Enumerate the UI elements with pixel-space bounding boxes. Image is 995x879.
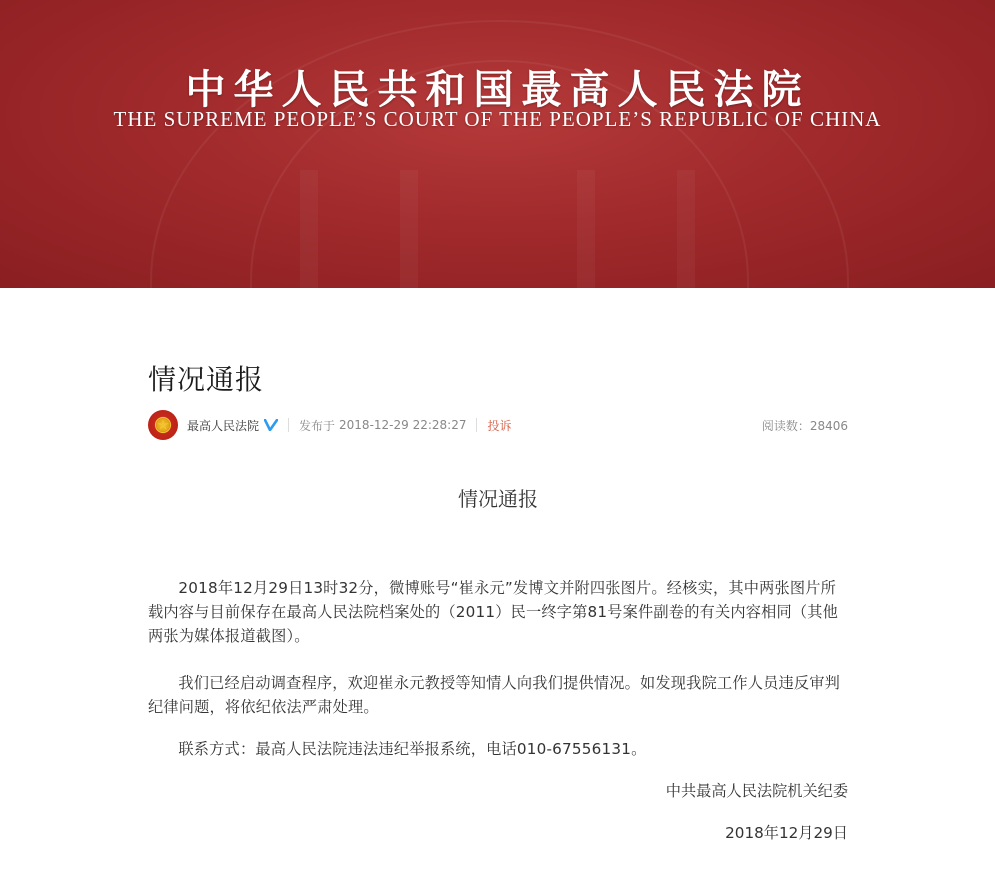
signature: 中共最高人民法院机关纪委	[665, 782, 848, 800]
banner-title-chinese: 中华人民共和国最高人民法院	[185, 66, 810, 113]
header-banner	[0, 0, 995, 288]
emblem-star-icon	[154, 416, 172, 434]
banner-pillar-decoration	[300, 170, 318, 288]
article-title: 情况通报	[148, 363, 265, 396]
document-date: 2018年12月29日	[725, 824, 848, 842]
body-paragraph: 我们已经启动调查程序，欢迎崔永元教授等知情人向我们提供情况。如发现我院工作人员违反审判纪律问题，将依纪依法严肃处理。	[148, 674, 841, 716]
banner-title-english: THE SUPREME PEOPLE’S COURT OF THE PEOPLE’S REPUBLIC OF CHINA	[113, 107, 882, 131]
report-link[interactable]: 投诉	[487, 418, 512, 433]
published-time: 2018-12-29 22:28:27	[339, 418, 467, 432]
body-paragraph: 2018年12月29日13时32分，微博账号“崔永元”发博文并附四张图片。经核实，其中两张图片所载内容与目前保存在最高人民法院档案处的（2011）民一终字第81号案件副卷的有关内容相同（其他两张为媒体报道截图）。	[148, 579, 839, 645]
article-meta	[148, 410, 848, 440]
document-title: 情况通报	[458, 487, 538, 511]
banner-pillar-decoration	[677, 170, 695, 288]
meta-divider	[476, 418, 477, 432]
verified-badge-icon	[263, 418, 278, 433]
published-label: 发布于	[299, 418, 336, 433]
read-count: 阅读数：28406	[761, 418, 848, 433]
court-emblem-icon[interactable]	[148, 410, 178, 440]
body-paragraph-contact: 联系方式：最高人民法院违法违纪举报系统，电话010-67556131。	[178, 740, 647, 758]
author-link[interactable]: 最高人民法院	[187, 418, 260, 433]
banner-pillar-decoration	[400, 170, 418, 288]
banner-pillar-decoration	[577, 170, 595, 288]
meta-divider	[288, 418, 289, 432]
